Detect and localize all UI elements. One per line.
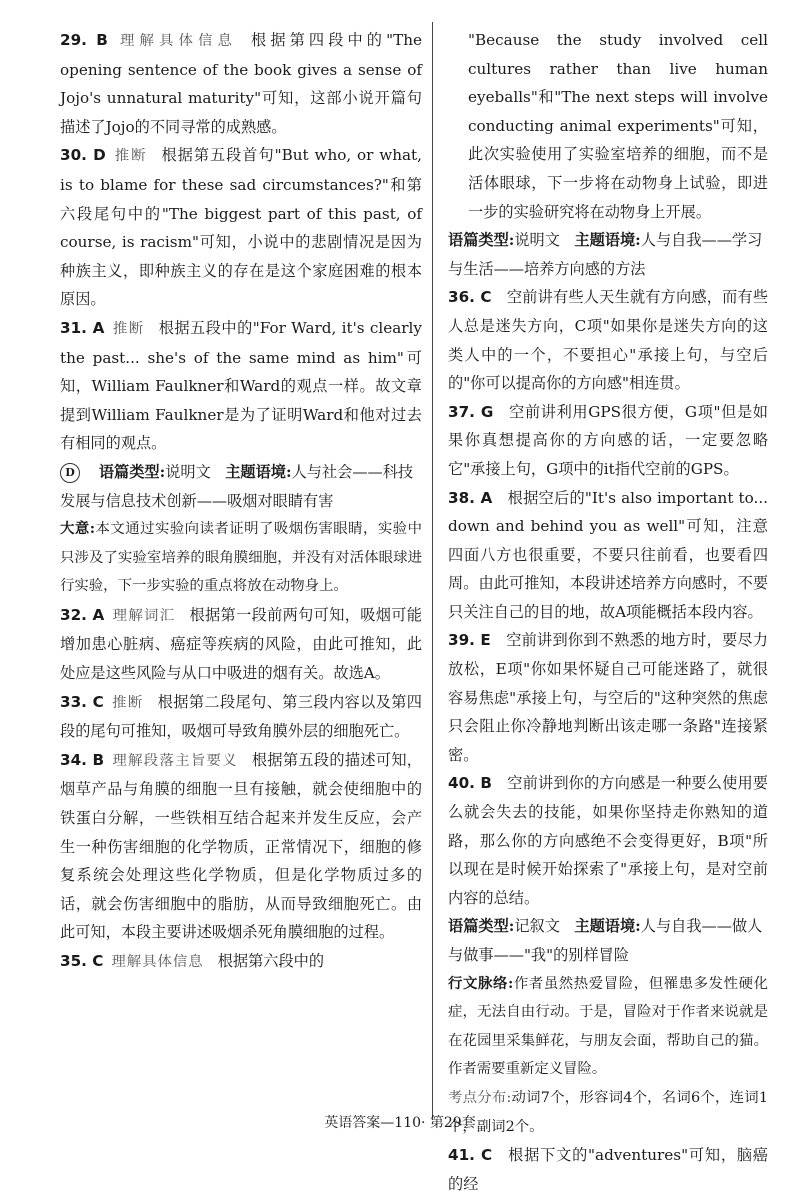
- answer-number: 31. A: [60, 318, 105, 337]
- answer-explanation: 根据第五段的描述可知，烟草产品与角膜的细胞一旦有接触，就会使细胞中的铁蛋白分解，一些铁相互结合起来并发生反应，会产生一种伤害细胞的化学物质，正常情况下，细胞的修复系统会处理这些化学物质，但是化学物质过多的话，就会伤害细胞中的脂肪，从而导致细胞死亡。由此可知，本段主要讲述吸烟杀死角膜细胞的过程。: [60, 750, 422, 942]
- answer-entry: [448, 484, 768, 627]
- context-label: 行文脉络:: [448, 974, 514, 992]
- summary-label: 大意:: [60, 520, 96, 538]
- distribution-text: 动词7个，形容词4个，名词6个，连词1个，副词2个。: [448, 1089, 769, 1135]
- answer-entry: [448, 1141, 768, 1198]
- right-column: [448, 26, 768, 1198]
- summary-text: 本文通过实验向读者证明了吸烟伤害眼睛，实验中只涉及了实验室培养的眼角膜细胞，并没有对活体眼球进行实验，下一步实验的重点将放在动物身上。: [60, 521, 422, 595]
- answer-number: 35. C: [60, 952, 104, 970]
- answer-entry: [60, 746, 422, 947]
- type-label: 语篇类型:: [98, 462, 166, 481]
- passage-d-header: [60, 458, 422, 515]
- answer-number: 34. B: [60, 750, 105, 769]
- answer-number: 29. B: [60, 31, 108, 49]
- type-label: 语篇类型:: [448, 917, 515, 936]
- question-type-tag: 理解具体信息: [111, 954, 204, 970]
- answer-number: 37. G: [448, 402, 494, 421]
- column-divider: [432, 22, 433, 1120]
- question-type-tag: 推断: [111, 694, 144, 711]
- passage-e-header: [448, 226, 768, 283]
- answer-entry: [60, 26, 422, 141]
- passage-f-header: [448, 912, 768, 969]
- page-footer: 英语答案—110· 第29套: [324, 1115, 476, 1131]
- answer-entry: [60, 947, 422, 977]
- answer-explanation: 根据五段中的"For Ward, it's clearly the past... she's of the same mind as him"可知，William Faulkner和Ward的观点一样。故文章提到William Faulkner是为了证明Ward和他对过去有相同的观点。: [60, 318, 422, 453]
- left-column: [60, 26, 422, 977]
- answer-list-36-40: [448, 283, 768, 912]
- distribution-label: 考点分布:: [448, 1089, 512, 1106]
- answer-number: 32. A: [60, 605, 105, 624]
- theme-label: 主题语境:: [574, 917, 641, 936]
- question-type-tag: 推断: [113, 148, 148, 165]
- theme-value: 人与自我——做人与做事——"我"的别样冒险: [448, 917, 763, 964]
- answer-list-29-31: [60, 26, 422, 458]
- answer-entry: [448, 283, 768, 397]
- context-text: 作者虽然热爱冒险，但罹患多发性硬化症，无法自由行动。于是，冒险对于作者来说就是在花园里采集鲜花，与朋友会面，帮助自己的猫。作者需要重新定义冒险。: [448, 975, 768, 1078]
- context-summary: [448, 970, 768, 1084]
- question-type-tag: 理解段落主旨要义: [112, 752, 238, 769]
- answer-list-32-35: [60, 601, 422, 977]
- answer-explanation: 空前讲利用GPS很方便，G项"但是如果你真想提高你的方向感的话，一定要忽略它"承接上句，G项中的it指代空前的GPS。: [448, 402, 768, 478]
- answer-number: 41. C: [448, 1146, 493, 1165]
- passage-summary: [60, 515, 422, 601]
- answer-explanation: 根据第六段中的: [217, 952, 325, 970]
- answer-number: 39. E: [448, 631, 491, 650]
- type-value: 说明文: [165, 462, 211, 481]
- answer-explanation: 根据第五段首句"But who, or what, is to blame for these sad circumstances?"和第六段尾句中的"The biggest part of this past, of course, is racism"可知，小说中的悲剧情况是因为种族主义，即种族主义的存在是这个家庭困难的根本原因。: [60, 146, 422, 309]
- answer-number: 33. C: [60, 692, 104, 711]
- answer-entry: [60, 601, 422, 688]
- type-value: 记叙文: [514, 917, 560, 936]
- question-type-tag: 推断: [112, 320, 145, 337]
- type-label: 语篇类型:: [448, 231, 515, 250]
- type-value: 说明文: [514, 231, 560, 250]
- answer-explanation: 根据第二段尾句、第三段内容以及第四段的尾句可推知，吸烟可导致角膜外层的细胞死亡。: [60, 692, 422, 741]
- answer-entry: [448, 398, 768, 484]
- theme-value: 人与自我——学习与生活——培养方向感的方法: [448, 231, 763, 278]
- answer-number: 36. C: [448, 288, 492, 307]
- theme-value: 人与社会——科技发展与信息技术创新——吸烟对眼睛有害: [60, 462, 414, 510]
- answer-explanation: 空前讲有些人天生就有方向感，而有些人总是迷失方向，C项"如果你是迷失方向的这类人中的一个，不要担心"承接上句，与空后的"你可以提高你的方向感"相连贯。: [448, 288, 769, 393]
- answer-explanation: 根据第四段中的"The opening sentence of the book gives a sense of Jojo's unnatural maturity"可知，这部小说开篇句描述了Jojo的不同寻常的成熟感。: [60, 31, 422, 136]
- answer-explanation: 根据下文的"adventures"可知，脑癌的经: [448, 1146, 768, 1193]
- answer-entry: [60, 688, 422, 746]
- answer-explanation: 根据第一段前两句可知，吸烟可能增加患心脏病、癌症等疾病的风险，由此可推知，此处应是这些风险与从口中吸进的烟有关。故选A。: [60, 605, 422, 683]
- answer-number: 38. A: [448, 488, 493, 507]
- answer-number: 40. B: [448, 774, 492, 793]
- answer-number: 30. D: [60, 146, 106, 165]
- answer-entry: [448, 626, 768, 769]
- answer-explanation: 空前讲到你的方向感是一种要么使用要么就会失去的技能，如果你坚持走你熟知的道路，那么你的方向感绝不会变得更好，B项"所以现在是时候开始探索了"承接上句，是对空前内容的总结。: [448, 774, 768, 907]
- question-type-tag: 理解具体信息: [115, 33, 238, 49]
- answer-explanation: 空前讲到你到不熟悉的地方时，要尽力放松，E项"你如果怀疑自己可能迷路了，就很容易焦虑"承接上句，与空后的"这种突然的焦虑只会阻止你冷静地判断出该走哪一条路"连接紧密。: [448, 631, 768, 764]
- answer-entry: [60, 141, 422, 314]
- answer-list-41: [448, 1141, 768, 1198]
- question-type-tag: 理解词汇: [112, 607, 176, 624]
- theme-label: 主题语境:: [225, 462, 292, 481]
- answer-explanation: 根据空后的"It's also important to... down and behind you as well"可知，注意四面八方也很重要，不要只往前看，也要看四周。由此可推知，本段讲述培养方向感时，不要只关注自己的目的地，故A项能概括本段内容。: [448, 488, 768, 621]
- answer-entry: [448, 769, 768, 912]
- theme-label: 主题语境:: [574, 231, 641, 250]
- answer-entry: [60, 314, 422, 458]
- passage-d-icon: D: [60, 463, 80, 483]
- answer-35-continuation: "Because the study involved cell cultures rather than live human eyeballs"和"The next steps will involve conducting animal experiments"可知，此次实验使用了实验室培养的细胞，而不是活体眼球，下一步将在动物身上试验，即进一步的实验研究将在动物身上开展。: [468, 31, 768, 221]
